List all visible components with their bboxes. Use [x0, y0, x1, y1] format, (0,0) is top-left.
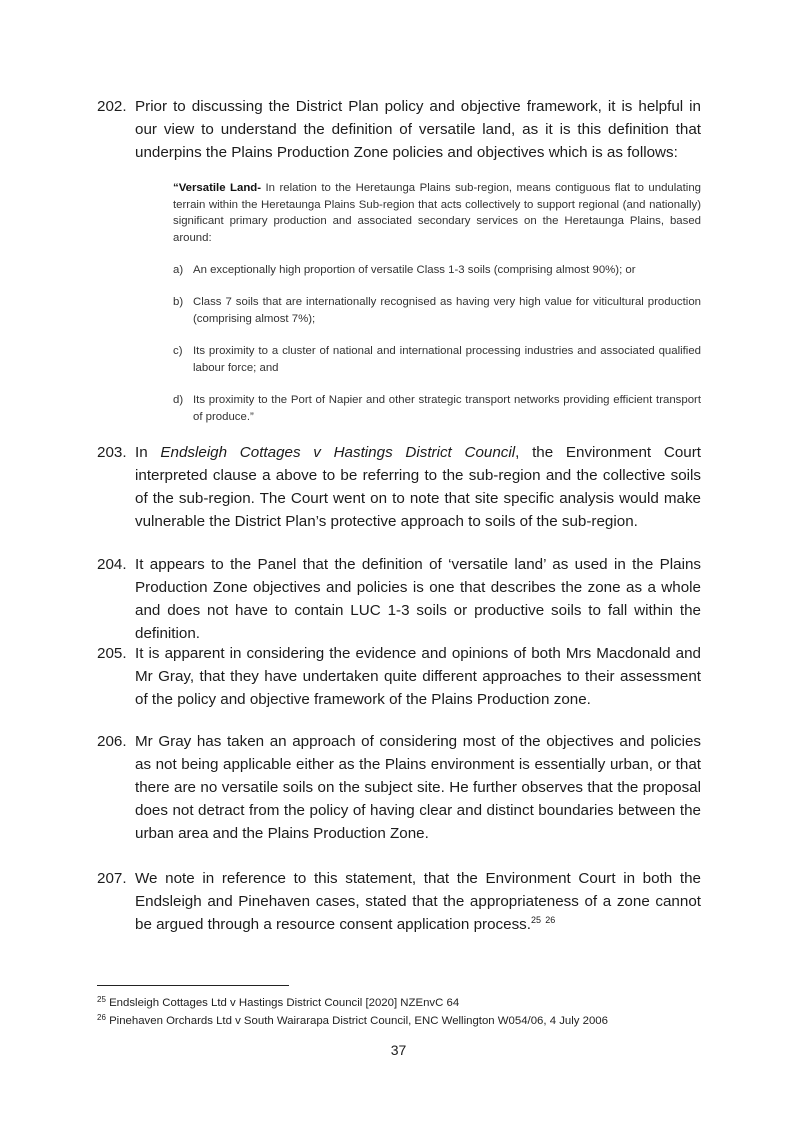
paragraph-202 [97, 95, 701, 164]
definition-item-a [173, 262, 701, 279]
item-text: Its proximity to the Port of Napier and other strategic transport networks providing efficient transport of produce.” [193, 394, 701, 423]
definition-item-d [173, 392, 701, 425]
paragraph-text: It is apparent in considering the evidence and opinions of both Mrs Macdonald and Mr Gray, that they have undertaken quite different approaches to their assessment of the policy and objective framework of the Plains Production zone. [135, 645, 701, 708]
definition-item-c [173, 343, 701, 376]
footnote-text: Endsleigh Cottages Ltd v Hastings District Council [2020] NZEnvC 64 [105, 997, 460, 1009]
item-label: d) [173, 394, 184, 406]
paragraph-number: 206. [97, 733, 127, 750]
item-label: a) [173, 264, 184, 276]
footnote-text: Pinehaven Orchards Ltd v South Wairarapa District Council, ENC Wellington W054/06, 4 July 2006 [105, 1015, 608, 1027]
paragraph-207 [97, 867, 701, 936]
footnote-number: 25 [97, 995, 106, 1004]
item-text: Class 7 soils that are internationally recognised as having very high value for viticultural production (comprising almost 7%); [193, 296, 701, 325]
paragraph-text: Prior to discussing the District Plan policy and objective framework, it is helpful in our view to understand the definition of versatile land, as it is this definition that underpins the Plains Production Zone policies and objectives which is as follows: [135, 98, 701, 161]
footnote-ref-25[interactable]: 25 [530, 915, 541, 925]
definition-item-b [173, 294, 701, 327]
item-label: c) [173, 345, 183, 357]
footnote-26 [97, 1013, 717, 1029]
footnote-separator [97, 985, 289, 986]
paragraph-text: We note in reference to this statement, that the Environment Court in both the Endsleigh and Pinehaven cases, stated that the appropriateness of a zone cannot be argued through a resource consent application process.$^{25}$ $^{26}$ [135, 870, 701, 933]
paragraph-number: 203. [97, 444, 127, 461]
paragraph-text: It appears to the Panel that the definition of ‘versatile land’ as used in the Plains Production Zone objectives and policies is one that describes the zone as a whole and does not have to contain LUC 1-3 soils or productive soils to fall within the definition. [135, 556, 701, 642]
paragraph-205 [97, 642, 701, 711]
item-text: An exceptionally high proportion of versatile Class 1-3 soils (comprising almost 90%); or [193, 264, 636, 276]
paragraph-203 [97, 441, 701, 533]
item-label: b) [173, 296, 184, 308]
footnote-number: 26 [97, 1013, 106, 1022]
case-name: Endsleigh Cottages v Hastings District Council [160, 444, 516, 461]
footnote-25 [97, 995, 717, 1011]
paragraph-number: 207. [97, 870, 127, 887]
item-text: Its proximity to a cluster of national and international processing industries and associated qualified labour force; and [193, 345, 701, 374]
definition-text: In relation to the Heretaunga Plains sub-region, means contiguous flat to undulating terrain within the Heretaunga Plains Sub-region that acts collectively to support regional (and nationally) significant primary production and associated secondary services on the Heretaunga Plains, based around: [173, 182, 701, 244]
paragraph-number: 205. [97, 645, 127, 662]
paragraph-number: 202. [97, 98, 127, 115]
paragraph-text: Mr Gray has taken an approach of considering most of the objectives and policies as not being applicable either as the Plains environment is essentially urban, or that there are no versatile soils on the subject site. He further observes that the proposal does not detract from the policy of having clear and distinct boundaries between the urban area and the Plains Production Zone. [135, 733, 701, 842]
page-number: 37 [390, 1042, 407, 1058]
definition-term: “Versatile Land- [173, 182, 262, 194]
paragraph-number: 204. [97, 556, 127, 573]
footnote-ref-26[interactable]: 26 [545, 915, 556, 925]
paragraph-206 [97, 730, 701, 845]
paragraph-204 [97, 553, 701, 645]
definition-quote [173, 180, 701, 246]
paragraph-text: In Endsleigh Cottages v Hastings District Council, the Environment Court interpreted clause a above to be referring to the sub-region and the collective soils of the sub-region. The Court went on to note that site specific analysis would make vulnerable the District Plan’s protective approach to soils of the sub-region. [135, 444, 701, 530]
